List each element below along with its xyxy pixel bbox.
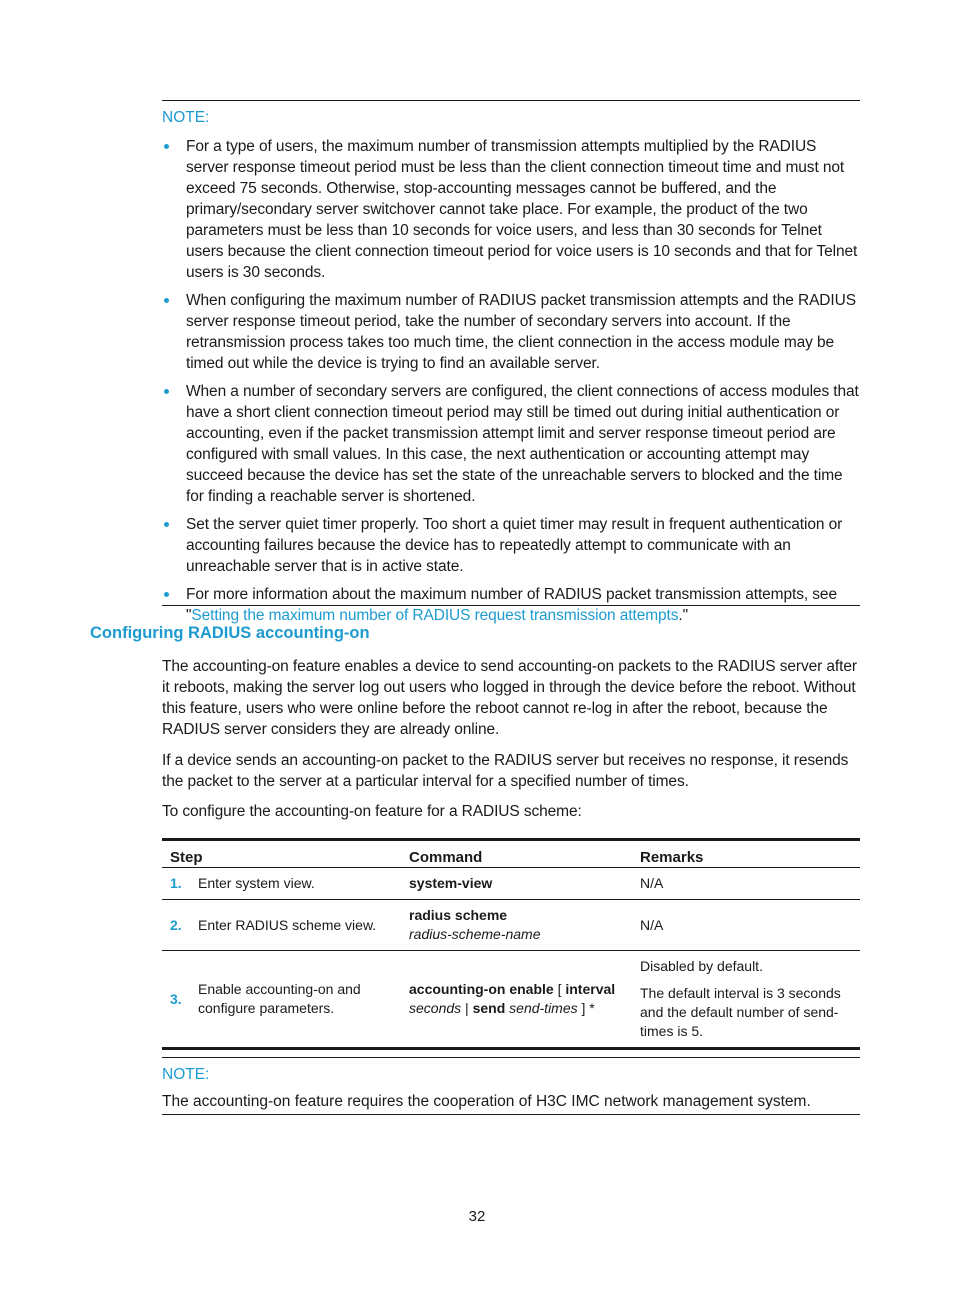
bullet-icon [164, 389, 169, 394]
table-row [162, 951, 860, 1049]
step-command [401, 900, 632, 951]
note-box [162, 100, 860, 624]
table-row [162, 900, 860, 951]
step-command [401, 951, 632, 1049]
table-header-row [162, 840, 860, 868]
column-header-remarks: Remarks [632, 840, 860, 868]
command-keyword: accounting-on enable [409, 981, 554, 997]
note-box [162, 1057, 860, 1115]
step-number: 1. [162, 868, 190, 900]
bullet-icon [164, 522, 169, 527]
step-remarks [632, 951, 860, 1049]
note-bullet-list [162, 136, 862, 633]
list-item [162, 381, 862, 507]
body-paragraph: The accounting-on feature enables a device to send accounting-on packets to the RADIUS server after it reboots, making the server log out users who logged in through the device before the reboot. Without this feature, users who were online before the reboot cannot re-log in after the reboot, because the RADIUS server considers they are already online. [162, 658, 857, 738]
command-separator: | [461, 1000, 473, 1016]
column-header-command: Command [401, 840, 632, 868]
command-bracket: ] * [577, 1000, 595, 1016]
column-header-step: Step [162, 840, 401, 868]
remark-line: Disabled by default. [640, 958, 763, 974]
config-steps-table [162, 838, 860, 1050]
command-keyword: send [472, 1000, 506, 1016]
list-item [162, 514, 862, 577]
bullet-text: Set the server quiet timer properly. Too short a quiet timer may result in frequent authentication or accounting failures because the device has to repeatedly attempt to communicate with an unreachable server that is in active state. [186, 516, 843, 575]
bullet-text: When a number of secondary servers are configured, the client connections of access modules that have a short client connection timeout period may still be timed out during initial authentication or accounting, even if the packet transmission attempt limit and server response timeout period are configured with small values. In this case, the next authentication or accounting attempt may succeed because the device has set the state of the unreachable servers to blocked and the time for finding a reachable server is shortened. [186, 383, 859, 505]
command-argument: seconds [409, 1000, 462, 1016]
command-keyword: system-view [409, 875, 493, 891]
remark-line: The default interval is 3 seconds and the default number of send-times is 5. [640, 985, 841, 1039]
command-bracket: [ [553, 981, 566, 997]
bullet-text: For a type of users, the maximum number of transmission attempts multiplied by the RADIUS server response timeout period must be less than the client connection timeout time and must not exceed 75 seconds. Otherwise, stop-accounting messages cannot be buffered, and the primary/secondary server switchover cannot take place. For example, the product of the two parameters must be less than 10 seconds for voice users, and less than 30 seconds for Telnet users because the client connection timeout period for voice users is 10 seconds and that for Telnet users is 30 seconds. [186, 138, 858, 281]
body-paragraph: If a device sends an accounting-on packet to the RADIUS server but receives no response, it resends the packet to the server at a particular interval for a specified number of times. [162, 752, 849, 790]
step-command [401, 868, 632, 900]
note-label: NOTE: [162, 109, 210, 126]
bullet-icon [164, 592, 169, 597]
step-description: Enter RADIUS scheme view. [190, 900, 401, 951]
command-keyword: radius scheme [409, 907, 508, 923]
note-label: NOTE: [162, 1066, 210, 1083]
list-item [162, 136, 862, 283]
body-paragraph: To configure the accounting-on feature for a RADIUS scheme: [162, 803, 582, 820]
step-remarks: N/A [632, 868, 860, 900]
list-item [162, 584, 862, 626]
step-description: Enable accounting-on and configure parameters. [198, 981, 361, 1016]
command-argument: send-times [509, 1000, 578, 1016]
cross-reference-link[interactable]: Setting the maximum number of RADIUS request transmission attempts [191, 607, 679, 624]
step-number: 3. [170, 990, 182, 1007]
bullet-text-prefix: For more information about the maximum number of RADIUS packet transmission attempts, see " [186, 586, 837, 624]
list-item [162, 290, 862, 374]
note-text: The accounting-on feature requires the cooperation of H3C IMC network management system. [162, 1093, 811, 1110]
step-description: Enter system view. [190, 868, 401, 900]
bullet-text-suffix: ." [678, 607, 689, 624]
section-heading: Configuring RADIUS accounting-on [90, 624, 370, 642]
bullet-text: When configuring the maximum number of RADIUS packet transmission attempts and the RADIUS server response timeout period, take the number of secondary servers into account. If the retransmission process takes too much time, the client connection in the access module may be timed out while the device is trying to find an available server. [186, 292, 856, 372]
step-number: 2. [162, 900, 190, 951]
command-argument: radius-scheme-name [409, 926, 541, 942]
command-keyword: interval [565, 981, 616, 997]
bullet-icon [164, 298, 169, 303]
page-number: 32 [468, 1208, 486, 1225]
table-row [162, 868, 860, 900]
step-remarks: N/A [632, 900, 860, 951]
bullet-icon [164, 144, 169, 149]
